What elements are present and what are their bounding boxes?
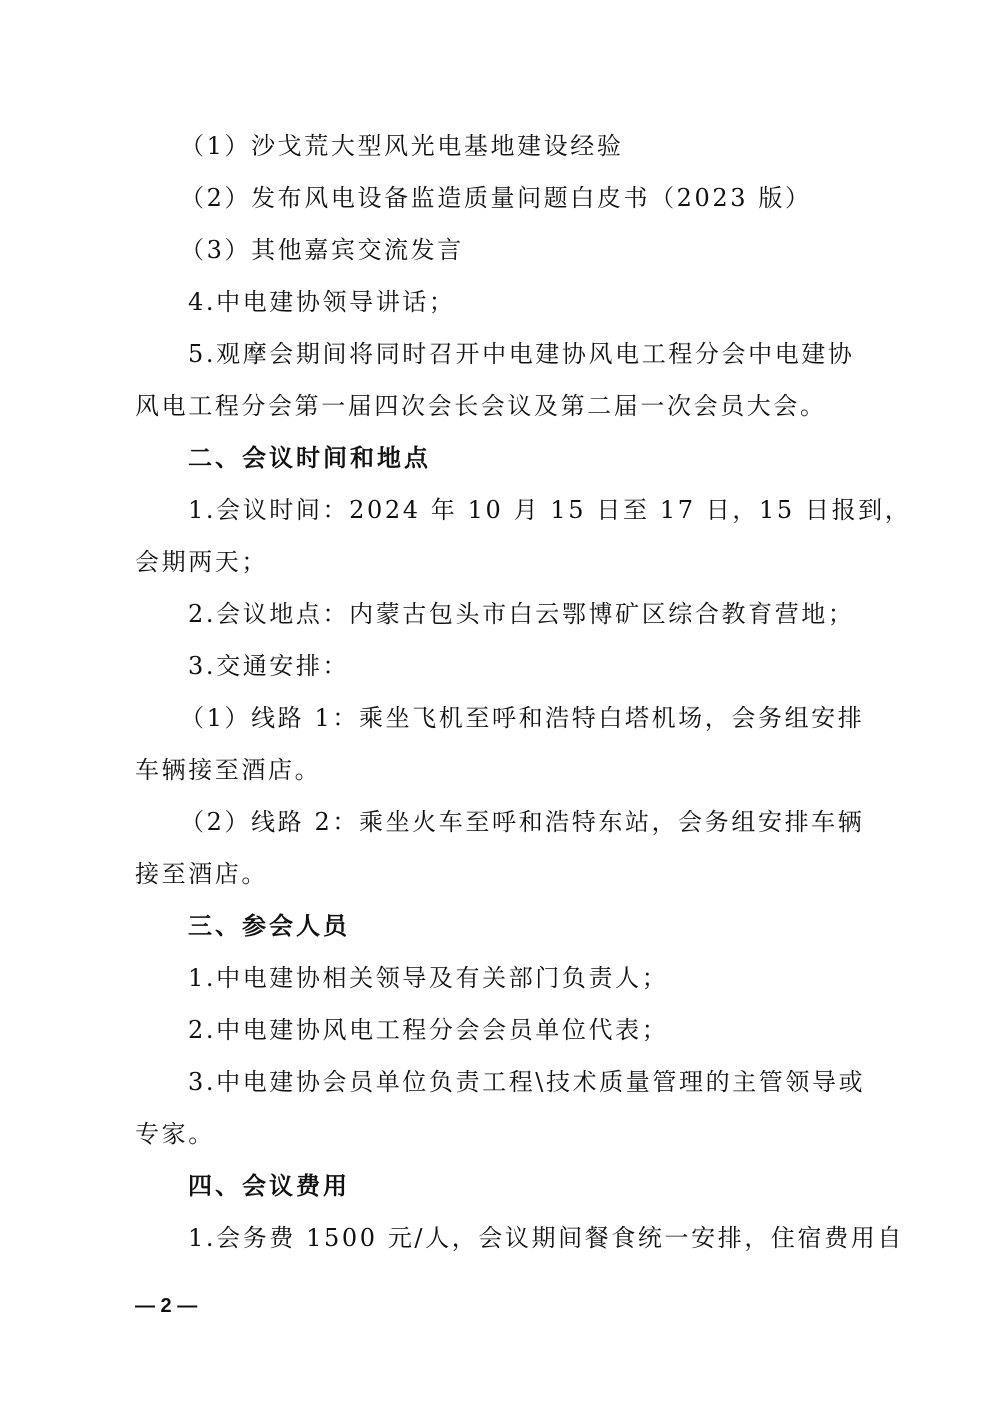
attendee-item-2: 2.中电建协风电工程分会会员单位代表； [188, 1016, 669, 1044]
agenda-item-leader-speech: 4.中电建协领导讲话； [188, 288, 456, 316]
attendee-item-3-line-2: 专家。 [135, 1120, 215, 1148]
transport-route-2-line-1: （2）线路 2：乘坐火车至呼和浩特东站，会务组安排车辆 [180, 808, 865, 836]
section-heading-attendees: 三、参会人员 [188, 912, 350, 940]
meeting-time-line-2: 会期两天； [135, 548, 268, 576]
agenda-item-2: （2）发布风电设备监造质量问题白皮书（2023 版） [180, 184, 812, 212]
agenda-item-meeting-line-2: 风电工程分会第一届四次会长会议及第二届一次会员大会。 [135, 392, 827, 420]
page-number: — 2 — [135, 1295, 198, 1317]
agenda-item-1: （1）沙戈荒大型风光电基地建设经验 [180, 132, 624, 160]
meeting-location: 2.会议地点：内蒙古包头市白云鄂博矿区综合教育营地； [188, 600, 855, 628]
section-heading-time-place: 二、会议时间和地点 [188, 444, 431, 472]
meeting-time-line-1: 1.会议时间：2024 年 10 月 15 日至 17 日，15 日报到， [188, 496, 912, 524]
section-heading-fees: 四、会议费用 [188, 1172, 350, 1200]
transport-route-2-line-2: 接至酒店。 [135, 860, 268, 888]
fee-item-1: 1.会务费 1500 元/人，会议期间餐食统一安排，住宿费用自 [188, 1224, 904, 1252]
transport-route-1-line-1: （1）线路 1：乘坐飞机至呼和浩特白塔机场，会务组安排 [180, 704, 865, 732]
transport-heading: 3.交通安排： [188, 652, 350, 680]
transport-route-1-line-2: 车辆接至酒店。 [135, 756, 322, 784]
attendee-item-1: 1.中电建协相关领导及有关部门负责人； [188, 964, 669, 992]
agenda-item-meeting-line-1: 5.观摩会期间将同时召开中电建协风电工程分会中电建协 [188, 340, 855, 368]
attendee-item-3-line-1: 3.中电建协会员单位负责工程\技术质量管理的主管领导或 [188, 1068, 866, 1096]
agenda-item-3: （3）其他嘉宾交流发言 [180, 236, 464, 264]
